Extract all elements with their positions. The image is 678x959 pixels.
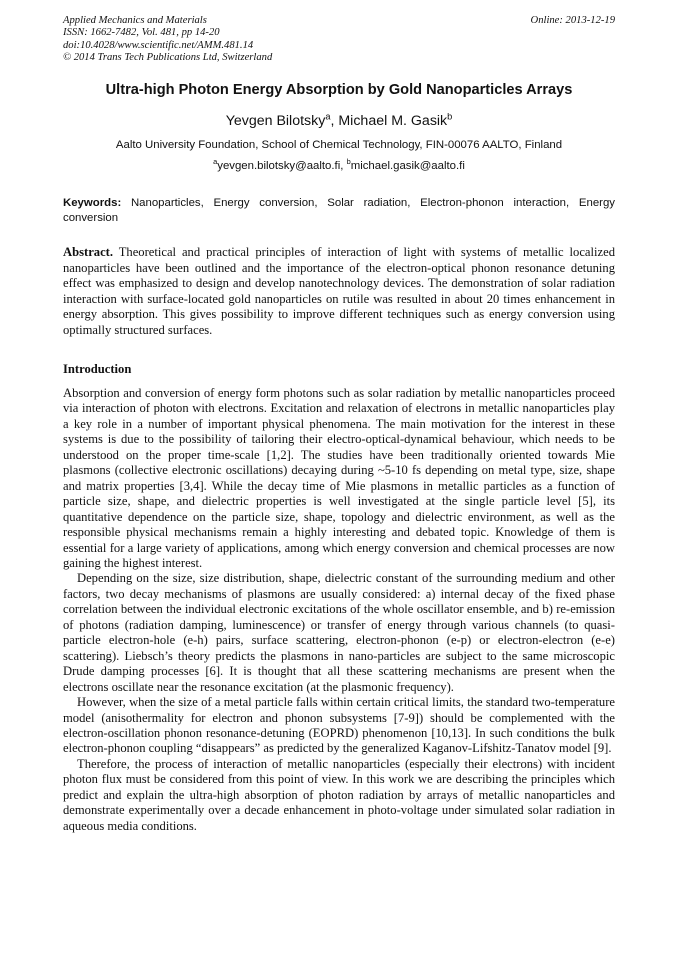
author-line bbox=[40, 113, 638, 129]
paper-title: Ultra-high Photon Energy Absorption by Gold Nanoparticles Arrays bbox=[105, 82, 573, 98]
body-paragraph: However, when the size of a metal particle falls within certain critical limits, the standard two-temperature model (anisothermality for electron and phonon subsystems [7-9]) should be complemented with the electron-oscillation phonon resonance-detuning (EOPRD) phenomenon [10,13]. In such conditions the bulk electron-phonon coupling “disappears” as predicted by the generalized Kaganov-Lifshitz-Tanatov model [9]. bbox=[63, 695, 615, 756]
journal-name: Applied Mechanics and Materials bbox=[63, 15, 207, 26]
abstract-text: Theoretical and practical principles of interaction of light with systems of metallic localized nanoparticles have been outlined and the importance of the electron-optical phonon resonance detuning effect was emphasized to design and develop nanotechnology devices. The demonstration of solar radiation interaction with surface-located gold nanoparticles on rutile was resulted in about 20 times enhancement in energy absorption. This gives possibility to improve different techniques such as energy conversion using optimally structured surfaces. bbox=[63, 245, 615, 337]
section-heading: Introduction bbox=[63, 362, 132, 376]
body-paragraph: Absorption and conversion of energy form photons such as solar radiation by metallic nanoparticles proceed via interaction of photon with electrons. Excitation and relaxation of electrons in metallic nanoparticles play a key role in a number of important physical phenomena. The main motivation for the interest in these systems is due to the possibility of tailoring their electro-optical-dynamical behaviour, which needs to be understood on the proper time-scale [1,2]. The studies have been traditionally oriented towards Mie plasmons (collective electronic oscillations) decaying during ~5-10 fs depending on metal type, size, shape and matrix properties [3,4]. While the decay time of Mie plasmons in metallic particles as a function of particle size, shape, and dielectric properties is well investigated at the single particle level [5], its quantitative dependence on the particle size, shape, topology and dielectric environment, as well as the responsible physical mechanisms remain a highly interesting and debated topic. Knowledge of them is essential for a large variety of applications, among which energy conversion and chemical processes are now gaining the highest interest. bbox=[63, 386, 615, 570]
email-line bbox=[40, 157, 638, 172]
body-paragraph: Therefore, the process of interaction of metallic nanoparticles (especially their electrons) with incident photon flux must be considered from this point of view. In this work we are describing the principles which predict and explain the ultra-high absorption of photon radiation by arrays of metallic nanoparticles and demonstrate experimentally over a decade enhancement in photo-voltage under simulated solar radiation in aqueous media conditions. bbox=[63, 756, 615, 833]
author-name: Yevgen Bilotsky bbox=[225, 113, 326, 129]
abstract-block bbox=[63, 245, 615, 339]
issn-line: ISSN: 1662-7482, Vol. 481, pp 14-20 bbox=[63, 27, 220, 39]
copyright-line: © 2014 Trans Tech Publications Ltd, Switzerland bbox=[63, 52, 273, 64]
email-superscript: a bbox=[213, 157, 218, 167]
author-separator: , bbox=[330, 113, 339, 129]
doi-line: doi:10.4028/www.scientific.net/AMM.481.14 bbox=[63, 39, 254, 51]
body-paragraph: Depending on the size, size distribution, shape, dielectric constant of the surrounding medium and other factors, two decay mechanisms of plasmons are usually considered: a) internal decay of the fixed phase correlation between the individual electronic excitations of the whole oscillator ensemble, and b) re-emission of photons (radiation damping, luminescence) or transfer of energy through various channels (to quasi-particle electron-hole (e-h) pairs, surface scattering, electron-phonon (e-p) or electron-electron (e-e) scattering). Liebsch’s theory predicts the plasmons in nano-particles are subject to the same microscopic Drude damping processes [6]. It is thought that all these scattering mechanisms are present when the electrons oscillate near the resonance excitation (at the plasmonic frequency). bbox=[63, 571, 615, 694]
author-name: Michael M. Gasik bbox=[338, 113, 448, 129]
email-address: yevgen.bilotsky@aalto.fi, bbox=[217, 160, 347, 172]
email-address: michael.gasik@aalto.fi bbox=[350, 160, 465, 172]
keywords-block bbox=[63, 196, 615, 226]
keywords-text: Nanoparticles, Energy conversion, Solar radiation, Electron-phonon interaction, Energy conversion bbox=[63, 197, 615, 224]
abstract-label: Abstract. bbox=[63, 245, 114, 259]
introduction-body bbox=[63, 386, 615, 834]
author-superscript: b bbox=[447, 111, 453, 122]
affiliation: Aalto University Foundation, School of Chemical Technology, FIN-00076 AALTO, Finland bbox=[115, 139, 563, 151]
email-superscript: b bbox=[346, 157, 351, 167]
journal-header bbox=[63, 15, 615, 65]
author-superscript: a bbox=[325, 111, 331, 122]
keywords-label: Keywords: bbox=[63, 197, 122, 209]
online-date: Online: 2013-12-19 bbox=[530, 15, 615, 26]
